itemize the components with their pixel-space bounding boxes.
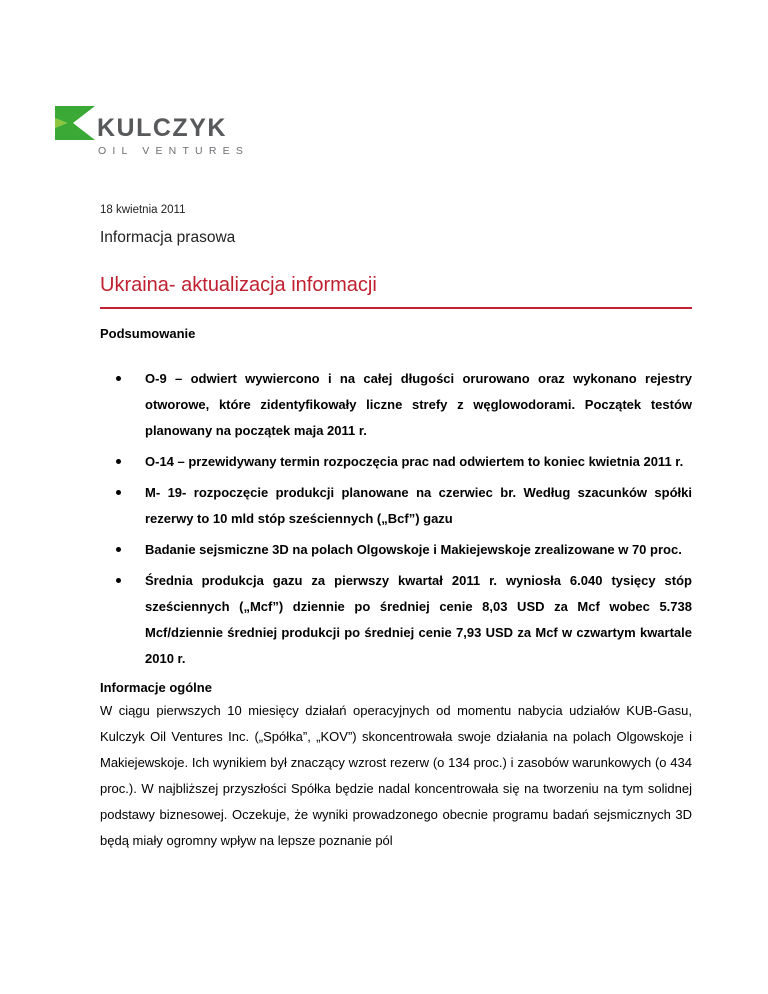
summary-item-text: M- 19- rozpoczęcie produkcji planowane na czerwiec br. Według szacunków spółki rezerwy to 10 mld stóp sześciennych („Bcf”) gazu bbox=[145, 485, 692, 526]
logo-wordmark: KULCZYK bbox=[97, 114, 227, 142]
logo-tagline: OIL VENTURES bbox=[98, 145, 250, 157]
document-type: Informacja prasowa bbox=[100, 229, 236, 246]
company-logo bbox=[55, 106, 255, 158]
summary-item-text: Średnia produkcja gazu za pierwszy kwartał 2011 r. wyniosła 6.040 tysięcy stóp sześciennych („Mcf”) dziennie po średniej cenie 8,03 USD za Mcf wobec 5.738 Mcf/dziennie średniej produkcji po średniej cenie 7,93 USD za Mcf w czwartym kwartale 2010 r. bbox=[145, 573, 692, 666]
general-heading: Informacje ogólne bbox=[100, 680, 212, 695]
logo-chevron-icon bbox=[55, 106, 95, 140]
summary-item bbox=[100, 449, 692, 475]
title-divider bbox=[100, 307, 692, 309]
summary-item-text: O-9 – odwiert wywiercono i na całej długości orurowano oraz wykonano rejestry otworowe, które zidentyfikowały liczne strefy z węglowodorami. Początek testów planowany na początek maja 2011 r. bbox=[145, 371, 692, 438]
summary-heading: Podsumowanie bbox=[100, 326, 196, 341]
summary-item-text: O-14 – przewidywany termin rozpoczęcia prac nad odwiertem to koniec kwietnia 2011 r. bbox=[145, 454, 684, 469]
summary-item-text: Badanie sejsmiczne 3D na polach Olgowskoje i Makiejewskoje zrealizowane w 70 proc. bbox=[145, 542, 682, 557]
general-paragraph: W ciągu pierwszych 10 miesięcy działań operacyjnych od momentu nabycia udziałów KUB-Gasu, Kulczyk Oil Ventures Inc. („Spółka”, „KOV”) skoncentrowała swoje działania na polach Olgowskoje i Makiejewskoje. Ich wynikiem był znaczący wzrost rezerw (o 134 proc.) i zasobów warunkowych (o 434 proc.). W najbliższej przyszłości Spółka będzie nadal koncentrowała się na tworzeniu na tym solidnej podstawy biznesowej. Oczekuje, że wyniki prowadzonego obecnie programu badań sejsmicznych 3D będą miały ogromny wpływ na lepsze poznanie pól bbox=[100, 703, 692, 848]
summary-list bbox=[100, 366, 692, 677]
page-title: Ukraina- aktualizacja informacji bbox=[100, 274, 377, 296]
summary-item bbox=[100, 366, 692, 444]
summary-item bbox=[100, 537, 692, 563]
summary-item bbox=[100, 568, 692, 672]
release-date: 18 kwietnia 2011 bbox=[100, 204, 186, 216]
summary-item bbox=[100, 480, 692, 532]
